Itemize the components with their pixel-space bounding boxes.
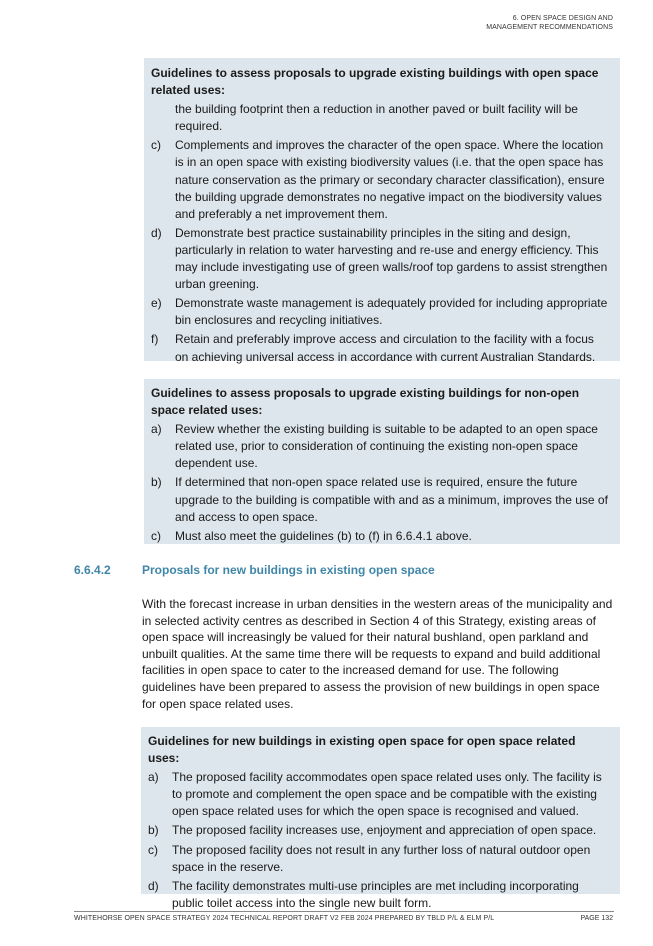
guidelines-box-upgrade-open-space bbox=[144, 58, 620, 364]
continuation-text: the building footprint then a reduction in another paved or built facility will be required. bbox=[175, 102, 578, 134]
list-item bbox=[148, 769, 608, 820]
item-text: Complements and improves the character of the open space. Where the location is in an open space with existing biodiversity values (i.e. that the open space has nature conservation as the primary or secondary character classification), ensure the building upgrade demonstrates no negative impact on the biodiversity values and preferably a net improvement them. bbox=[175, 138, 605, 221]
list-item bbox=[151, 225, 608, 293]
list-item bbox=[151, 331, 608, 365]
item-text: Must also meet the guidelines (b) to (f) in 6.6.4.1 above. bbox=[175, 528, 472, 543]
item-text: Demonstrate best practice sustainability principles in the siting and design, particularly in relation to water harvesting and re-use and energy efficiency. This may include investigating use of green walls/roof top gardens to assist strengthen urban greening. bbox=[175, 225, 608, 292]
footer-divider bbox=[74, 911, 614, 912]
item-text: The proposed facility accommodates open space related uses only. The facility is to promote and complement the open space and be compatible with the existing open space related uses for which the open space is recognised and valued. bbox=[172, 770, 602, 819]
item-text: The proposed facility increases use, enjoyment and appreciation of open space. bbox=[172, 823, 597, 838]
item-text: Review whether the existing building is suitable to be adapted to an open space related use, prior to consideration of continuing the existing non-open space dependent use. bbox=[175, 422, 598, 471]
item-text: The proposed facility does not result in any further loss of natural outdoor open space in the reserve. bbox=[172, 842, 591, 874]
item-label: b) bbox=[148, 823, 159, 838]
header-line-1: 6. OPEN SPACE DESIGN AND bbox=[512, 15, 613, 22]
list-item bbox=[151, 421, 608, 472]
header-line-2: MANAGEMENT RECOMMENDATIONS bbox=[486, 23, 613, 31]
footer-text: WHITEHORSE OPEN SPACE STRATEGY 2024 TECHNICAL REPORT DRAFT V2 FEB 2024 PREPARED BY TBLD P/L & ELM P/L bbox=[74, 915, 495, 922]
item-label: b) bbox=[151, 475, 162, 490]
item-label: c) bbox=[151, 138, 161, 153]
box-title: Guidelines for new buildings in existing open space for open space related uses: bbox=[148, 734, 576, 766]
item-label: c) bbox=[151, 528, 161, 543]
body-paragraph: With the forecast increase in urban densities in the western areas of the municipality and in selected activity centres as described in Section 4 of this Strategy, existing areas of open space will increasingly be valued for their natural bushland, open parkland and unbuilt qualities. At the same time there will be requests to expand and build additional facilities in open space to cater to the increased demand for use. The following guidelines have been prepared to assess the provision of new buildings in open space for open space related uses. bbox=[142, 597, 613, 711]
box-title: Guidelines to assess proposals to upgrade existing buildings for non-open space related uses: bbox=[151, 386, 580, 418]
list-item bbox=[151, 474, 608, 525]
item-label: d) bbox=[148, 878, 159, 893]
list-item bbox=[151, 295, 608, 329]
list-item bbox=[151, 137, 608, 222]
item-label: e) bbox=[151, 296, 162, 311]
box-title: Guidelines to assess proposals to upgrade existing buildings with open space related uses: bbox=[151, 66, 599, 98]
list-item bbox=[148, 842, 608, 876]
item-text: If determined that non-open space related use is required, ensure the future upgrade to the building is compatible with and as a minimum, improves the use of and access to open space. bbox=[175, 475, 608, 524]
item-label: c) bbox=[148, 842, 158, 857]
item-label: f) bbox=[151, 332, 159, 347]
guidelines-box-upgrade-non-open-space bbox=[144, 379, 620, 544]
list-item bbox=[148, 822, 608, 839]
list-item bbox=[148, 878, 608, 912]
item-label: a) bbox=[151, 422, 162, 437]
guidelines-box-new-buildings bbox=[141, 727, 620, 910]
item-text: Demonstrate waste management is adequately provided for including appropriate bin enclosures and recycling initiatives. bbox=[175, 296, 608, 328]
section-heading: Proposals for new buildings in existing open space bbox=[142, 563, 435, 577]
item-label: a) bbox=[148, 770, 159, 785]
item-label: d) bbox=[151, 225, 162, 240]
item-text: Retain and preferably improve access and circulation to the facility with a focus on achieving universal access in accordance with current Australian Standards. bbox=[175, 332, 596, 364]
list-item bbox=[151, 528, 608, 545]
item-text: The facility demonstrates multi-use principles are met including incorporating public toilet access into the single new built form. bbox=[172, 878, 579, 910]
section-number: 6.6.4.2 bbox=[74, 563, 111, 577]
running-header bbox=[486, 15, 613, 32]
page-number: PAGE 132 bbox=[580, 915, 613, 922]
